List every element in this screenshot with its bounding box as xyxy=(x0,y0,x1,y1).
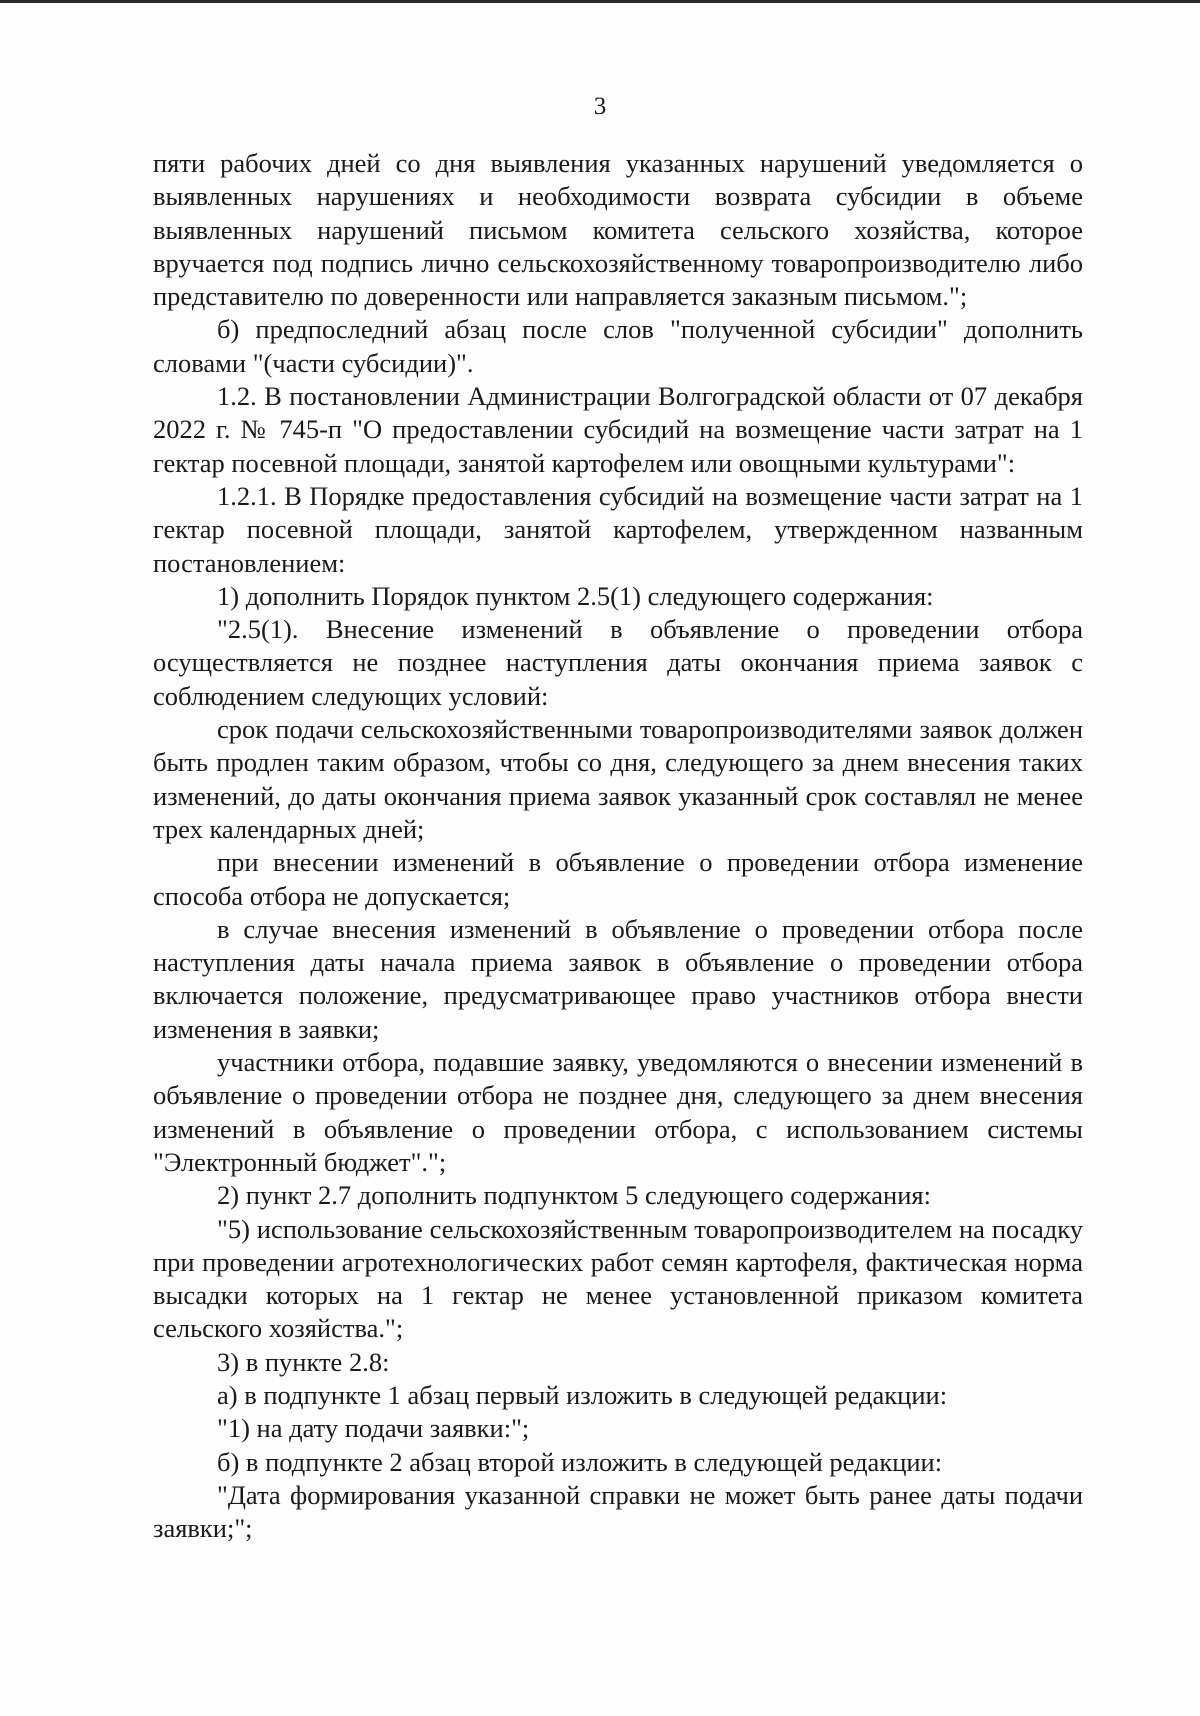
paragraph: 1.2. В постановлении Администрации Волгоградской области от 07 декабря 2022 г. № 745-п "О предоставлении субсидий на возмещение части затрат на 1 гектар посевной площади, занятой картофелем или овощными культурами": xyxy=(153,381,1083,478)
paragraph: б) в подпункте 2 абзац второй изложить в следующей редакции: xyxy=(217,1446,943,1477)
paragraph-continuation: пяти рабочих дней со дня выявления указанных нарушений уведомляется о выявленных нарушениях и необходимости возврата субсидии в объеме выявленных нарушений письмом комитета сельского хозяйства, которое вручается под подпись лично сельскохозяйственному товаропроизводителю либо представителю по доверенности или направляется заказным письмом."; xyxy=(153,148,1083,312)
paragraph: в случае внесения изменений в объявление о проведении отбора после наступления даты начала приема заявок в объявление о проведении отбора включается положение, предусматривающее право участников отбора внести изменения в заявки; xyxy=(153,913,1083,1044)
paragraph: б) предпоследний абзац после слов "полученной субсидии" дополнить словами "(части субсидии)". xyxy=(153,314,1083,378)
paragraph: "Дата формирования указанной справки не может быть ранее даты подачи заявки;"; xyxy=(153,1479,1083,1544)
page-number: 3 xyxy=(593,93,607,120)
paragraph: срок подачи сельскохозяйственными товаропроизводителями заявок должен быть продлен таким образом, чтобы со дня, следующего за днем внесения таких изменений, до даты окончания приема заявок указанный срок составлял не менее трех календарных дней; xyxy=(153,714,1083,844)
paragraph: "2.5(1). Внесение изменений в объявление о проведении отбора осуществляется не позднее наступления даты окончания приема заявок с соблюдением следующих условий: xyxy=(153,614,1083,711)
paragraph: 1) дополнить Порядок пунктом 2.5(1) следующего содержания: xyxy=(217,580,934,611)
paragraph: "1) на дату подачи заявки:"; xyxy=(217,1413,530,1444)
paragraph: 2) пункт 2.7 дополнить подпунктом 5 следующего содержания: xyxy=(217,1180,931,1211)
document-body xyxy=(153,147,1083,1545)
paragraph: при внесении изменений в объявление о проведении отбора изменение способа отбора не допускается; xyxy=(153,847,1083,911)
paragraph: 3) в пункте 2.8: xyxy=(217,1346,390,1377)
paragraph: участники отбора, подавшие заявку, уведомляются о внесении изменений в объявление о проведении отбора не позднее дня, следующего за днем внесения изменений в объявление о проведении отбора, с использованием системы "Электронный бюджет"."; xyxy=(153,1047,1083,1177)
paragraph: а) в подпункте 1 абзац первый изложить в следующей редакции: xyxy=(217,1379,948,1410)
paragraph: "5) использование сельскохозяйственным товаропроизводителем на посадку при проведении агротехнологических работ семян картофеля, фактическая норма высадки которых на 1 гектар не менее установленной приказом комитета сельского хозяйства."; xyxy=(153,1213,1083,1344)
paragraph: 1.2.1. В Порядке предоставления субсидий на возмещение части затрат на 1 гектар посевной площади, занятой картофелем, утвержденном названным постановлением: xyxy=(153,480,1083,578)
top-border-line xyxy=(0,0,1200,3)
